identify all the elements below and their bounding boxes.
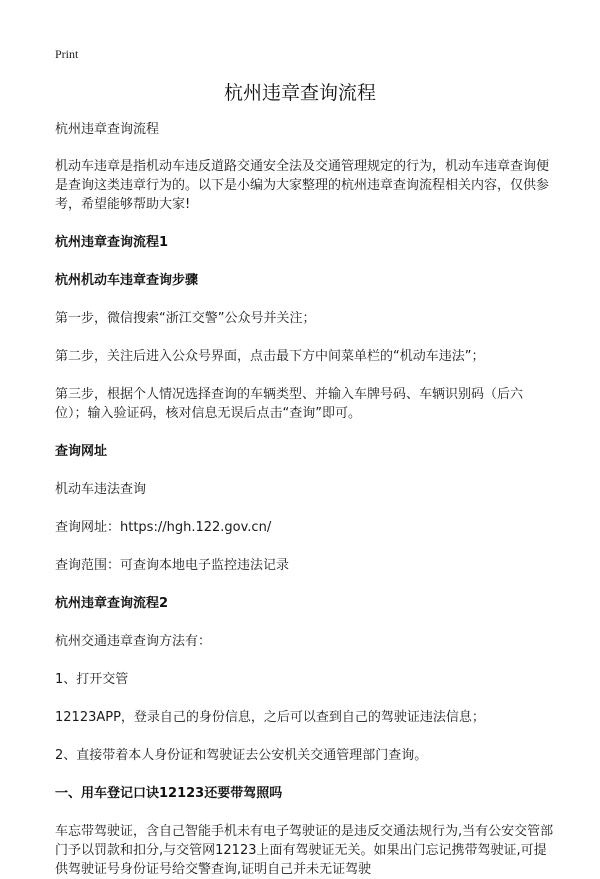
step-2: 第二步，关注后进入公众号界面，点击最下方中间菜单栏的“机动车违法”；: [55, 349, 485, 364]
methods-intro: 杭州交通违章查询方法有：: [55, 634, 212, 649]
steps-heading: 杭州机动车违章查询步骤: [55, 273, 199, 288]
scope-line: 查询范围：可查询本地电子监控违法记录: [55, 558, 290, 573]
url-heading: 查询网址: [55, 444, 108, 459]
page-title: 杭州违章查询流程: [223, 82, 376, 104]
subtitle: 杭州违章查询流程: [55, 122, 160, 137]
article-body: [55, 120, 555, 879]
section1-heading: 杭州违章查询流程1: [55, 235, 169, 250]
section3-heading: 一、用车登记口诀12123还要带驾照吗: [55, 786, 283, 801]
method-2: 2、直接带着本人身份证和驾驶证去公安机关交通管理部门查询。: [55, 748, 428, 763]
method-1-detail: 12123APP，登录自己的身份信息，之后可以查到自己的驾驶证违法信息；: [55, 710, 485, 725]
section3-paragraph: 车忘带驾驶证，含自己智能手机未有电子驾驶证的是违反交通法规行为,当有公安交管部门予以罚款和扣分,与交管网12123上面有驾驶证无关。如果出门忘记携带驾驶证,可提供驾驶证号身份证号给交警查询,证明自己并未无证驾驶: [55, 824, 554, 877]
step-1: 第一步，微信搜索“浙江交警”公众号并关注；: [55, 311, 316, 326]
step-3: 第三步，根据个人情况选择查询的车辆类型、并输入车牌号码、车辆识别码（后六位）；输入验证码，核对信息无误后点击“查询”即可。: [55, 387, 524, 421]
section2-heading: 杭州违章查询流程2: [55, 596, 169, 611]
method-1: 1、打开交管: [55, 672, 129, 687]
intro-paragraph: 机动车违章是指机动车违反道路交通安全法及交通管理规定的行为，机动车违章查询便是查询这类违章行为的。以下是小编为大家整理的杭州违章查询流程相关内容，仅供参考，希望能够帮助大家!: [55, 159, 550, 212]
url-name: 机动车违法查询: [55, 482, 147, 497]
url-line: 查询网址：https://hgh.122.gov.cn/: [55, 520, 272, 535]
print-link[interactable]: Print: [55, 47, 79, 61]
